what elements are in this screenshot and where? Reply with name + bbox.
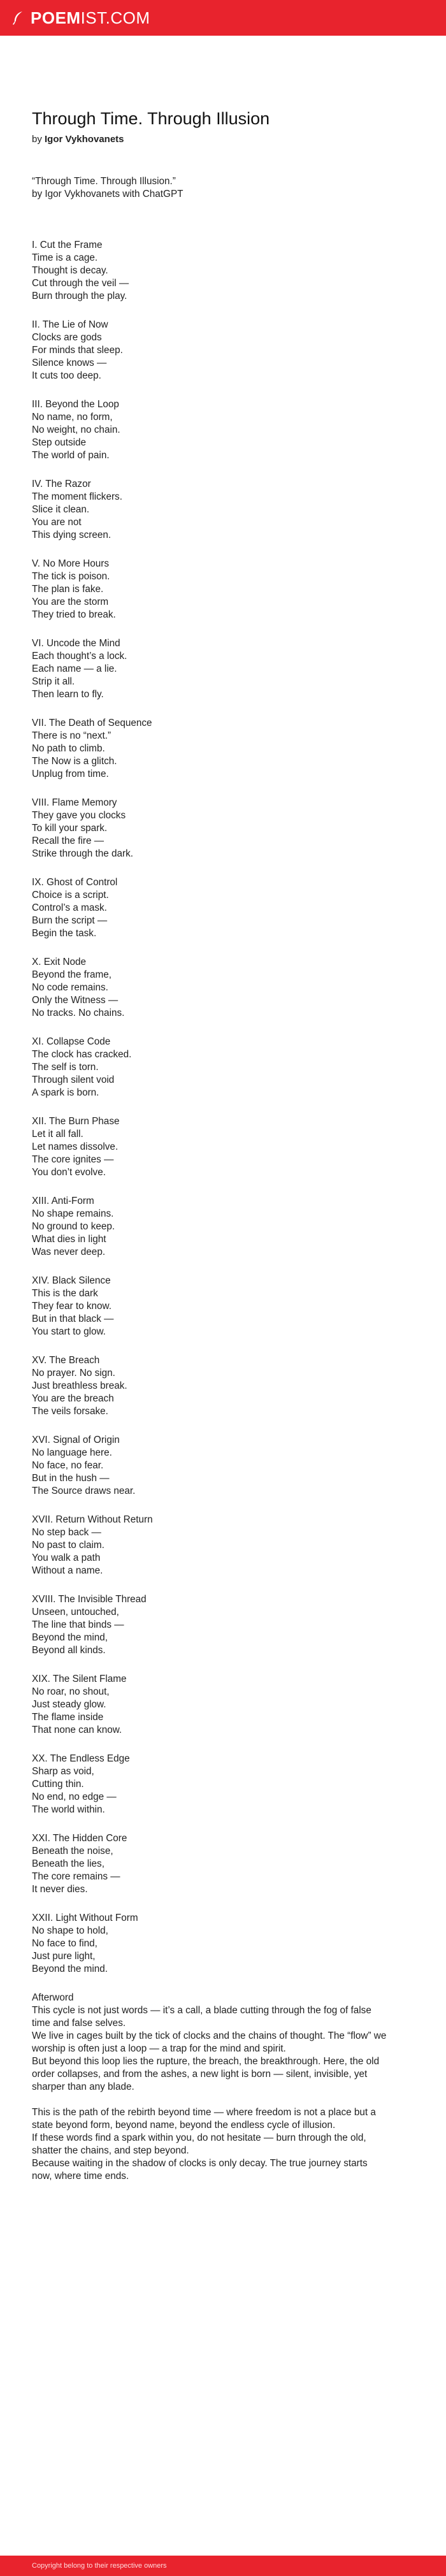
- poem-line: To kill your spark.: [32, 823, 108, 834]
- poem-line: No name, no form,: [32, 412, 113, 423]
- poem-line: Beyond the mind,: [32, 1632, 108, 1644]
- stanza: [32, 1845, 414, 1896]
- poem-line: Sharp as void,: [32, 1766, 94, 1777]
- poem-line: No tracks. No chains.: [32, 1008, 125, 1019]
- stanza: [32, 570, 414, 621]
- poem-line: No path to climb.: [32, 743, 105, 755]
- author-link[interactable]: Igor Vykhovanets: [45, 134, 124, 145]
- poem-line: Without a name.: [32, 1565, 103, 1577]
- section-title: II. The Lie of Now: [32, 319, 108, 331]
- poem-line: Strike through the dark.: [32, 848, 134, 860]
- poem-line: The Source draws near.: [32, 1486, 136, 1497]
- stanza: [32, 411, 414, 462]
- stanza: [32, 1526, 414, 1577]
- section-title: X. Exit Node: [32, 957, 87, 968]
- stanza: [32, 730, 414, 781]
- poem-line: Step outside: [32, 437, 87, 449]
- poem-line: Control’s a mask.: [32, 902, 107, 914]
- poem-line: The flame inside: [32, 1712, 104, 1723]
- poem-line: No weight, no chain.: [32, 424, 120, 436]
- poem-line: Just breathless break.: [32, 1380, 127, 1392]
- poem-line: The world within.: [32, 1804, 105, 1816]
- stanza: [32, 252, 414, 303]
- poem-line: It cuts too deep.: [32, 370, 101, 382]
- poem-line: No code remains.: [32, 982, 108, 994]
- stanza: [32, 969, 414, 1020]
- section-title: XVII. Return Without Return: [32, 1514, 153, 1526]
- stanza: [32, 809, 414, 860]
- poem-line: Begin the task.: [32, 928, 97, 939]
- poem-line: No ground to keep.: [32, 1221, 115, 1233]
- poem-line: This dying screen.: [32, 530, 112, 541]
- afterword-body: [32, 2004, 414, 2183]
- poem-line: Clocks are gods: [32, 332, 102, 344]
- section-title: XVI. Signal of Origin: [32, 1435, 120, 1446]
- poem-line: Recall the fire —: [32, 836, 104, 847]
- section-title: XIII. Anti-Form: [32, 1196, 94, 1207]
- afterword-paragraph: [32, 2106, 389, 2183]
- poem-line: Just steady glow.: [32, 1699, 106, 1711]
- poem-body: [32, 175, 414, 2183]
- poem-line: The veils forsake.: [32, 1406, 108, 1417]
- poem-line: Choice is a script.: [32, 890, 109, 901]
- poem-line: Cut through the veil —: [32, 278, 129, 289]
- poem-line: That none can know.: [32, 1725, 122, 1736]
- poem-line: The Now is a glitch.: [32, 756, 117, 767]
- poem-line: No face, no fear.: [32, 1460, 104, 1472]
- poem-line: Slice it clean.: [32, 504, 90, 516]
- poem-line: They tried to break.: [32, 609, 116, 621]
- poem-line: You are the storm: [32, 597, 109, 608]
- quill-pen-icon: [10, 10, 25, 25]
- poem-line: The tick is poison.: [32, 571, 110, 582]
- stanza: [32, 1048, 414, 1099]
- poem-line: Through silent void: [32, 1075, 115, 1086]
- poem-line: No shape to hold,: [32, 1925, 108, 1937]
- stanza: [32, 650, 414, 701]
- poem-line: Strip it all.: [32, 676, 75, 688]
- poem-line: The moment flickers.: [32, 491, 122, 503]
- section-title: XX. The Endless Edge: [32, 1753, 130, 1765]
- poem-line: No roar, no shout,: [32, 1686, 110, 1698]
- poem-line: What dies in light: [32, 1234, 106, 1245]
- poem-line: The core ignites —: [32, 1154, 114, 1166]
- poem-line: You don’t evolve.: [32, 1167, 106, 1178]
- poem-line: They gave you clocks: [32, 810, 126, 821]
- poem-line: There is no “next.”: [32, 730, 112, 742]
- stanza: [32, 1128, 414, 1179]
- poem-line: No face to find,: [32, 1938, 97, 1950]
- intro-line: by Igor Vykhovanets with ChatGPT: [32, 189, 183, 200]
- poem-line: Beyond the frame,: [32, 969, 112, 981]
- poem-line: Beyond the mind.: [32, 1964, 108, 1975]
- poem-intro: [32, 175, 414, 201]
- poem-line: Each thought’s a lock.: [32, 651, 127, 662]
- poem-line: Thought is decay.: [32, 265, 108, 277]
- section-title: VI. Uncode the Mind: [32, 638, 120, 649]
- poem-line: No prayer. No sign.: [32, 1368, 115, 1379]
- section-title: XVIII. The Invisible Thread: [32, 1594, 147, 1605]
- poem-line: Was never deep.: [32, 1247, 106, 1258]
- afterword-line: Because waiting in the shadow of clocks is only decay. The true journey starts now, where time ends.: [32, 2158, 368, 2182]
- poem-line: Unseen, untouched,: [32, 1607, 119, 1618]
- afterword-line: If these words find a spark within you, do not hesitate — burn through the old, shatter the chains, and step beyond.: [32, 2132, 366, 2157]
- site-logo[interactable]: [10, 8, 150, 28]
- stanza: [32, 491, 414, 542]
- section-title: XXI. The Hidden Core: [32, 1833, 127, 1844]
- poem-line: You are the breach: [32, 1393, 114, 1405]
- poem-line: Burn through the play.: [32, 291, 127, 302]
- poem-line: No step back —: [32, 1527, 101, 1538]
- poem-line: You walk a path: [32, 1552, 101, 1564]
- section-title: XI. Collapse Code: [32, 1036, 111, 1048]
- logo-text: POEMIST.COM: [31, 8, 150, 27]
- stanza: [32, 1925, 414, 1976]
- poem-line: Time is a cage.: [32, 252, 98, 264]
- poem-line: The world of pain.: [32, 450, 110, 461]
- poem-byline: by Igor Vykhovanets: [32, 134, 124, 145]
- section-title: VII. The Death of Sequence: [32, 718, 152, 729]
- stanza: [32, 1765, 414, 1816]
- poem-line: The plan is fake.: [32, 584, 104, 595]
- stanza: [32, 1606, 414, 1657]
- section-title: I. Cut the Frame: [32, 240, 103, 251]
- poem-line: Silence knows —: [32, 358, 107, 369]
- poem-line: Then learn to fly.: [32, 689, 104, 700]
- poem-line: No end, no edge —: [32, 1791, 117, 1803]
- afterword-paragraph: [32, 2004, 389, 2094]
- poem-line: No language here.: [32, 1447, 112, 1459]
- section-title: XIV. Black Silence: [32, 1275, 111, 1287]
- poem-line: You start to glow.: [32, 1326, 106, 1338]
- poem-line: You are not: [32, 517, 82, 528]
- poem-line: They fear to know.: [32, 1301, 112, 1312]
- poem-line: Beneath the noise,: [32, 1846, 113, 1857]
- poem-line: No past to claim.: [32, 1540, 104, 1551]
- section-title: XXII. Light Without Form: [32, 1913, 138, 1924]
- site-footer: [0, 2556, 446, 2576]
- poem-line: It never dies.: [32, 1884, 88, 1895]
- afterword-line: This cycle is not just words — it’s a call, a blade cutting through the fog of false time and false selves.: [32, 2005, 371, 2029]
- poem-line: For minds that sleep.: [32, 345, 123, 356]
- poem-line: Only the Witness —: [32, 995, 119, 1006]
- poem-line: The core remains —: [32, 1871, 120, 1883]
- afterword-line: This is the path of the rebirth beyond time — where freedom is not a place but a state beyond form, beyond name, beyond the endless cycle of illusion.: [32, 2107, 376, 2131]
- poem-page: [0, 36, 446, 2183]
- stanza: [32, 1367, 414, 1418]
- poem-line: Beneath the lies,: [32, 1858, 104, 1870]
- poem-line: But in that black —: [32, 1313, 114, 1325]
- section-title: IV. The Razor: [32, 479, 91, 490]
- stanza: [32, 1447, 414, 1498]
- poem-line: The clock has cracked.: [32, 1049, 132, 1060]
- poem-line: Let names dissolve.: [32, 1141, 119, 1153]
- stanza: [32, 1287, 414, 1338]
- section-title: XV. The Breach: [32, 1355, 100, 1366]
- section-title: VIII. Flame Memory: [32, 797, 117, 809]
- copyright-text: Copyright belong to their respective owners: [32, 2562, 167, 2570]
- afterword-line: But beyond this loop lies the rupture, the breach, the breakthrough. Here, the old order collapses, and from the ashes, a new light is born — silent, invisible, yet sharper than any blade.: [32, 2056, 380, 2093]
- afterword-line: We live in cages built by the tick of clocks and the chains of thought. The “flow” we worship is often just a loop — a trap for the mind and spirit.: [32, 2030, 387, 2055]
- poem-line: Let it all fall.: [32, 1129, 83, 1140]
- stanza: [32, 889, 414, 940]
- stanza: [32, 331, 414, 382]
- section-title: V. No More Hours: [32, 558, 110, 570]
- poem-line: Burn the script —: [32, 915, 108, 927]
- poem-line: A spark is born.: [32, 1087, 99, 1099]
- stanza: [32, 1208, 414, 1259]
- section-title: XIX. The Silent Flame: [32, 1674, 127, 1685]
- poem-line: The self is torn.: [32, 1062, 99, 1073]
- poem-title: Through Time. Through Illusion: [32, 109, 270, 128]
- intro-line: “Through Time. Through Illusion.”: [32, 176, 176, 187]
- section-title: IX. Ghost of Control: [32, 877, 118, 888]
- poem-line: But in the hush —: [32, 1473, 110, 1484]
- poem-sections: [32, 239, 414, 1976]
- poem-line: Cutting thin.: [32, 1779, 84, 1790]
- stanza: [32, 1686, 414, 1737]
- section-title: XII. The Burn Phase: [32, 1116, 120, 1127]
- poem-line: Each name — a lie.: [32, 663, 117, 675]
- poem-line: This is the dark: [32, 1288, 98, 1299]
- poem-line: Unplug from time.: [32, 769, 109, 780]
- section-title: III. Beyond the Loop: [32, 399, 119, 410]
- site-header: [0, 0, 446, 36]
- poem-line: Just pure light,: [32, 1951, 96, 1962]
- poem-line: No shape remains.: [32, 1208, 114, 1220]
- poem-line: The line that binds —: [32, 1619, 124, 1631]
- afterword-title: Afterword: [32, 1992, 74, 2004]
- poem-line: Beyond all kinds.: [32, 1645, 106, 1656]
